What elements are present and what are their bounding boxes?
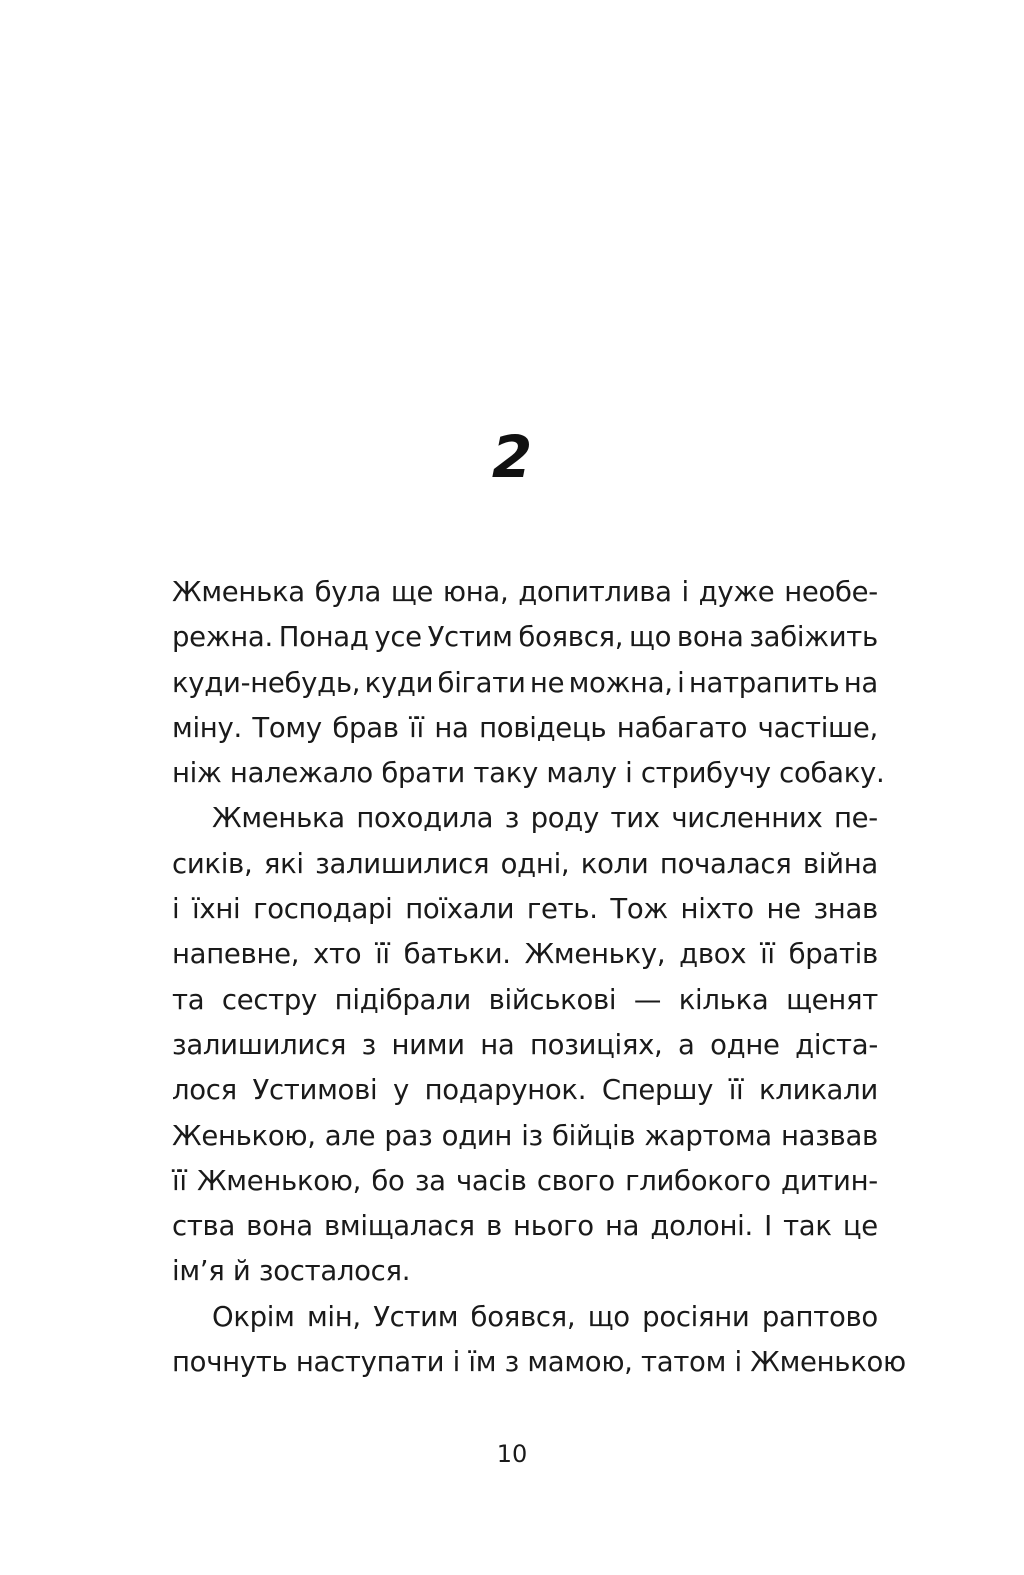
chapter-number: 2 xyxy=(491,423,533,491)
text-line: Жменька походила з роду тих численних пе- xyxy=(212,802,878,835)
text-line: Жменька була ще юна, допитлива і дуже необе- xyxy=(172,576,878,608)
text-line: її Жменькою, бо за часів свого глибокого дитин- xyxy=(172,1164,878,1197)
text-line: лося Устимові у подарунок. Спершу її кликали xyxy=(172,1074,878,1107)
paragraph xyxy=(172,796,878,1294)
text-line: почнуть наступати і їм з мамою, татом і Жменькою xyxy=(172,1346,906,1379)
text-line: та сестру підібрали військові — кілька щенят xyxy=(172,983,878,1016)
text-line: Женькою, але раз один із бійців жартома назвав xyxy=(172,1119,878,1152)
text-line: режна. Понад усе Устим боявся, що вона забіжить xyxy=(172,621,878,654)
paragraph xyxy=(172,1295,906,1386)
page-number: 10 xyxy=(496,1440,528,1468)
text-line: напевне, хто її батьки. Жменьку, двох її братів xyxy=(172,938,878,971)
text-line: залишилися з ними на позиціях, а одне діста- xyxy=(172,1028,878,1061)
paragraph xyxy=(172,570,885,796)
text-line: сиків, які залишилися одні, коли почалася війна xyxy=(172,847,878,880)
text-line: і їхні господарі поїхали геть. Тож ніхто не знав xyxy=(172,893,878,926)
text-line: Окрім мін, Устим боявся, що росіяни раптово xyxy=(212,1300,878,1333)
text-line: ства вона вміщалася в нього на долоні. І так це xyxy=(172,1210,878,1243)
text-line: ніж належало брати таку малу і стрибучу собаку. xyxy=(172,757,885,790)
text-line: куди-небудь, куди бігати не можна, і натрапить на xyxy=(172,666,878,699)
text-line: ім’я й зосталося. xyxy=(172,1255,411,1288)
text-line: міну. Тому брав її на повідець набагато частіше, xyxy=(172,711,878,744)
text-block xyxy=(172,570,906,1385)
